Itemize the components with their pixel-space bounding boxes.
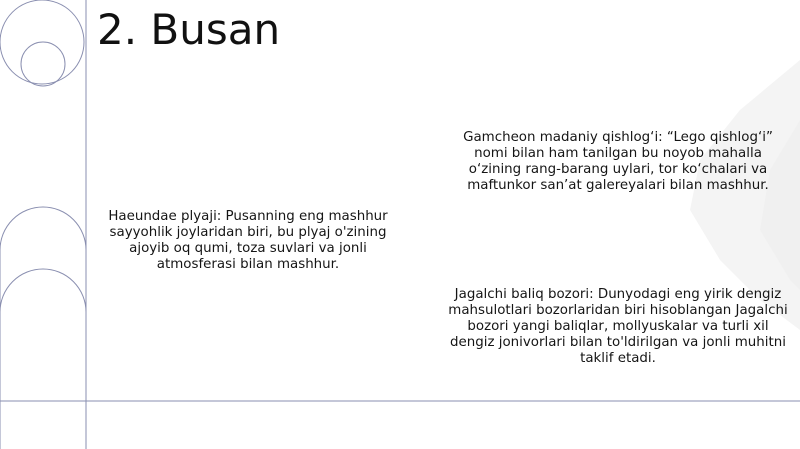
slide-title: 2. Busan [97, 5, 281, 54]
jagalchi-text: Jagalchi baliq bozori: Dunyodagi eng yirik dengiz mahsulotlari bozorlaridan biri hisoblangan Jagalchi bozori yangi baliqlar, mollyuskalar va turli xil dengiz jonivorlari bilan to'ldirilgan va jonli muhitni taklif etadi. [448, 287, 788, 366]
gamcheon-text: Gamcheon madaniy qishlog‘i: “Lego qishlog‘i” nomi bilan ham tanilgan bu noyob mahalla o‘zining rang-barang uylari, tor ko‘chalari va maftunkor san’at galereyalari bilan mashhur. [463, 130, 773, 193]
arch-lower [0, 269, 86, 312]
arch-upper [0, 207, 86, 449]
haeundae-text: Haeundae plyaji: Pusanning eng mashhur sayyohlik joylaridan biri, bu plyaj o'zining ajoyib oq qumi, toza suvlari va jonli atmosferasi bilan mashhur. [108, 209, 388, 272]
circle-small [21, 42, 65, 86]
